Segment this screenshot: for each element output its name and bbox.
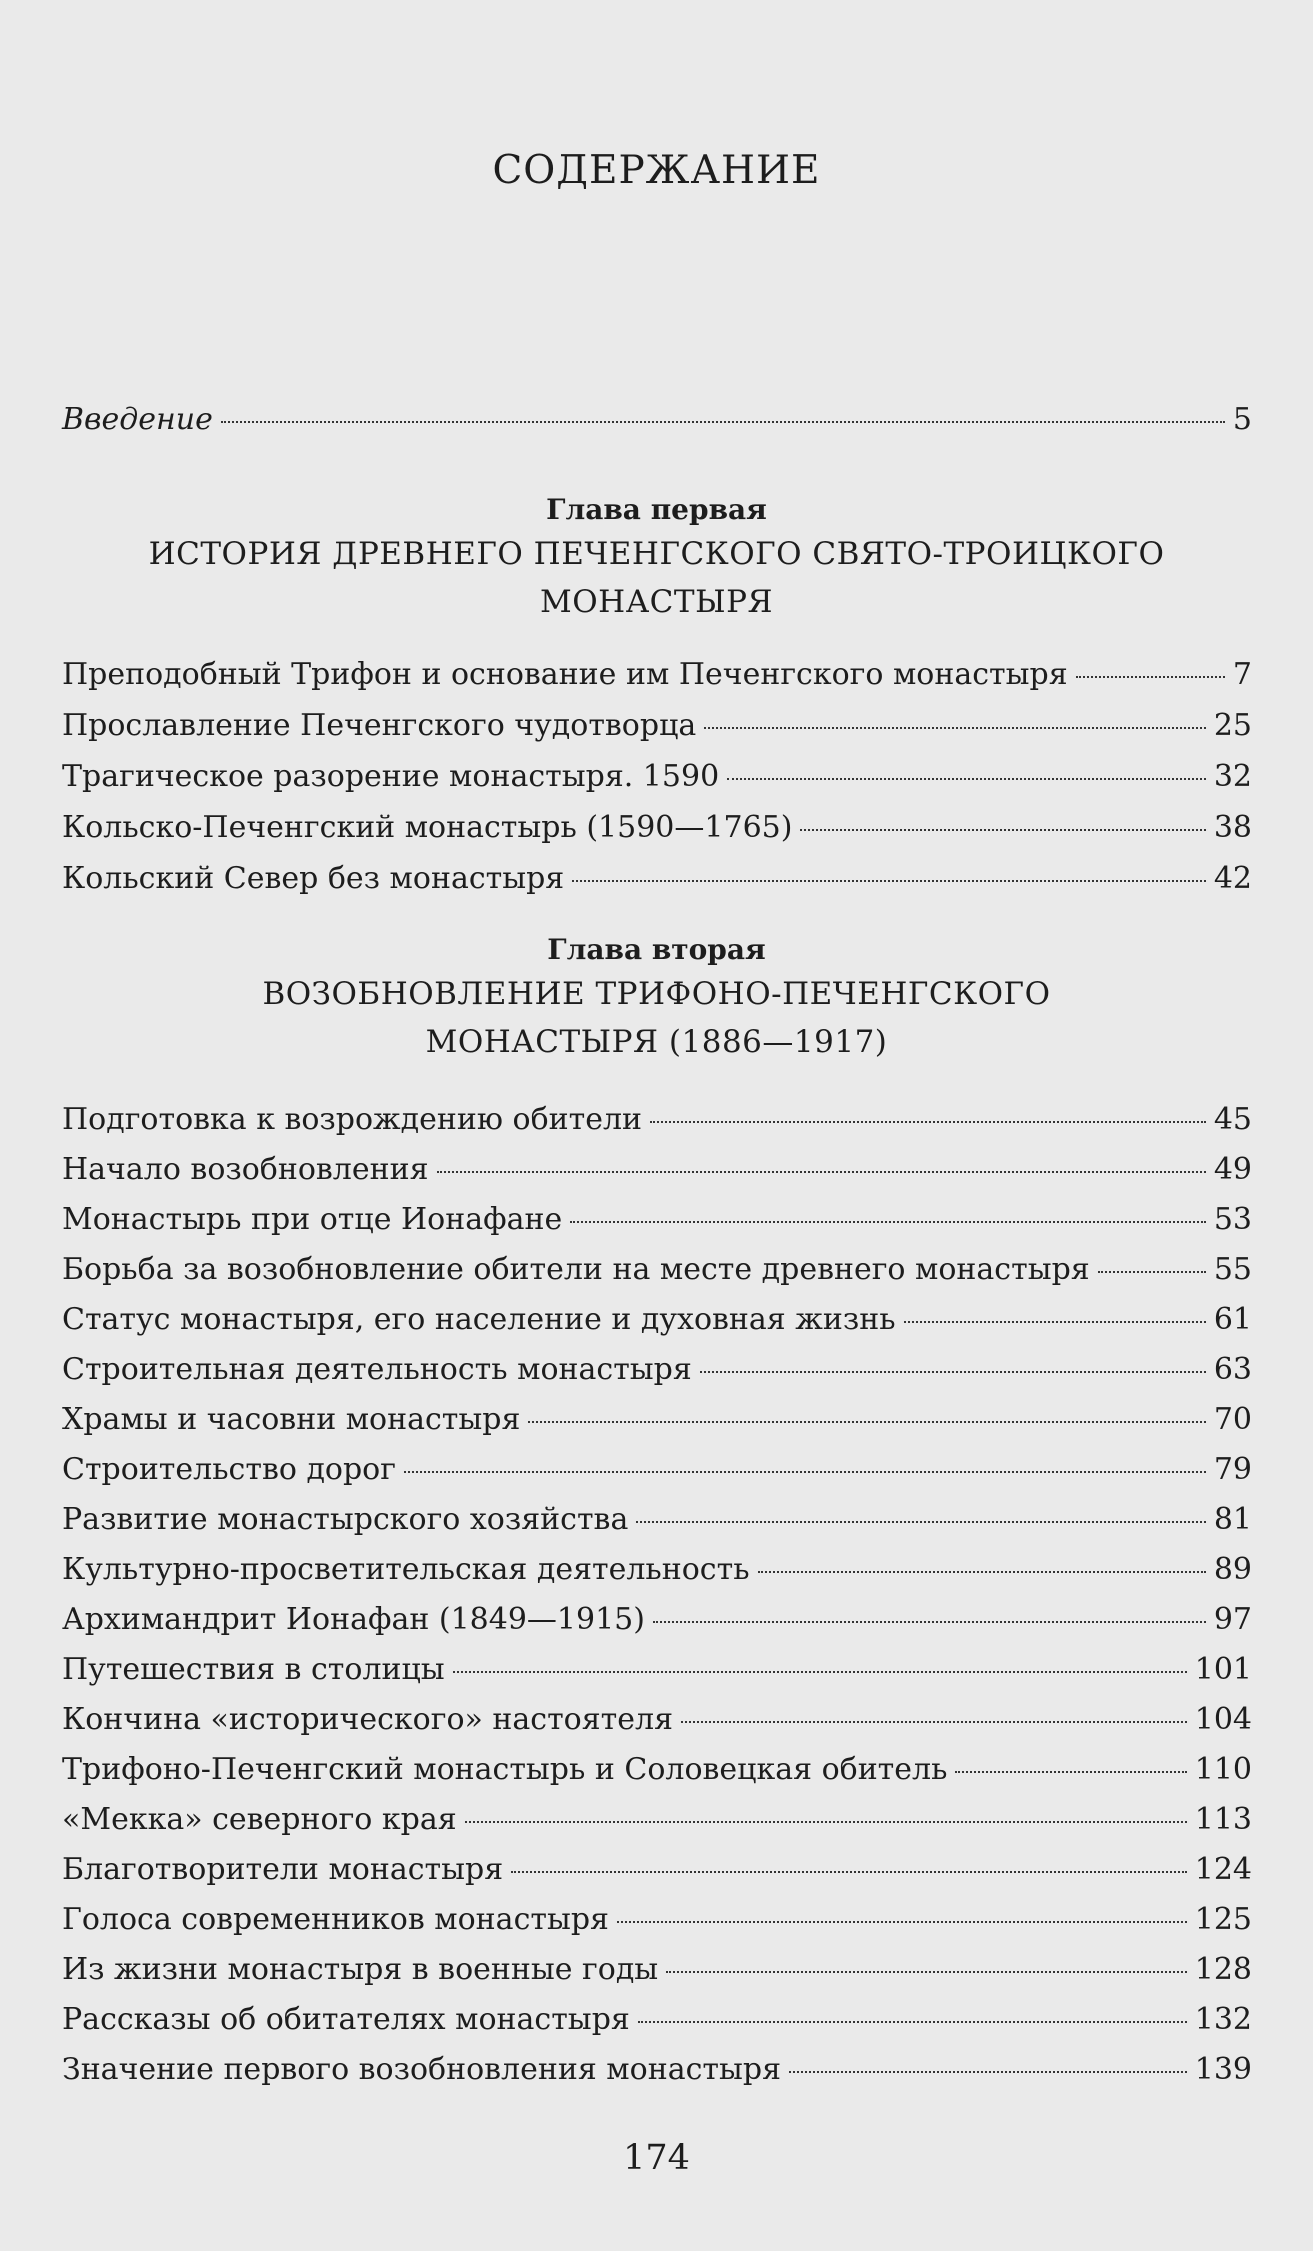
toc-entry-page: 61 <box>1213 1302 1252 1337</box>
toc-entry-label: Путешествия в столицы <box>62 1652 445 1687</box>
toc-entry-label: Значение первого возобновления монастыря <box>62 2052 781 2087</box>
dot-leader <box>681 1721 1187 1723</box>
toc-entry-label: Развитие монастырского хозяйства <box>62 1502 629 1537</box>
dot-leader <box>704 727 1206 729</box>
dot-leader <box>572 880 1206 882</box>
toc-entry-label: Трифоно-Печенгский монастырь и Соловецкая обитель <box>62 1752 948 1787</box>
toc-entry-label: Подготовка к возрождению обители <box>62 1102 643 1137</box>
toc-entry-label: Введение <box>62 402 213 437</box>
toc-entry-label: Благотворители монастыря <box>62 1852 504 1887</box>
toc-entry <box>62 859 1252 899</box>
toc-entry-page: 113 <box>1194 1802 1252 1837</box>
toc-entry-label: Преподобный Трифон и основание им Печенгского монастыря <box>62 657 1068 692</box>
dot-leader <box>511 1871 1187 1873</box>
toc-entry <box>62 706 1252 746</box>
toc-entry <box>62 1150 1252 1190</box>
toc-entry-label: Из жизни монастыря в военные годы <box>62 1952 659 1987</box>
toc-entry <box>62 757 1252 797</box>
toc-entry-page: 63 <box>1213 1352 1252 1387</box>
chapter-2-name-line1: ВОЗОБНОВЛЕНИЕ ТРИФОНО-ПЕЧЕНГСКОГО <box>262 976 1051 1012</box>
toc-entry-label: Трагическое разорение монастыря. 1590 <box>62 759 720 794</box>
toc-entry-label: Статус монастыря, его население и духовная жизнь <box>62 1302 896 1337</box>
dot-leader <box>638 2021 1187 2023</box>
dot-leader <box>904 1321 1206 1323</box>
toc-entry <box>62 1550 1252 1590</box>
dot-leader <box>636 1521 1205 1523</box>
toc-entry-page: 97 <box>1213 1602 1252 1637</box>
toc-entry-page: 32 <box>1213 759 1252 794</box>
dot-leader <box>453 1671 1187 1673</box>
toc-entry-page: 79 <box>1213 1452 1252 1487</box>
dot-leader <box>528 1421 1205 1423</box>
toc-entry-page: 45 <box>1213 1102 1252 1137</box>
page-title: СОДЕРЖАНИЕ <box>492 148 821 193</box>
toc-entry-page: 55 <box>1213 1252 1252 1287</box>
dot-leader <box>404 1471 1206 1473</box>
toc-entry-page: 89 <box>1213 1552 1252 1587</box>
toc-entry-label: Монастырь при отце Ионафане <box>62 1202 563 1237</box>
toc-entry-label: Голоса современников монастыря <box>62 1902 609 1937</box>
dot-leader <box>1098 1271 1206 1273</box>
chapter-1-name-line2: МОНАСТЫРЯ <box>540 584 773 620</box>
toc-entry-label: Начало возобновления <box>62 1152 429 1187</box>
dot-leader <box>789 2071 1187 2073</box>
chapter-1-name-line1: ИСТОРИЯ ДРЕВНЕГО ПЕЧЕНГСКОГО СВЯТО-ТРОИЦКОГО <box>148 536 1165 572</box>
dot-leader <box>955 1771 1186 1773</box>
chapter-2-heading <box>0 930 1313 1066</box>
toc-entry-page: 139 <box>1194 2052 1252 2087</box>
toc-entry-label: Кольский Север без монастыря <box>62 861 565 896</box>
toc-entry <box>62 1200 1252 1240</box>
toc-entry-label: Прославление Печенгского чудотворца <box>62 708 697 743</box>
toc-entry-page: 38 <box>1213 810 1252 845</box>
toc-entry <box>62 1350 1252 1390</box>
toc-entry <box>62 655 1252 695</box>
toc-entry-page: 70 <box>1213 1402 1252 1437</box>
toc-entry-page: 132 <box>1194 2002 1252 2037</box>
toc-entry-label: Рассказы об обитателях монастыря <box>62 2002 630 2037</box>
toc-entry-page: 104 <box>1194 1702 1252 1737</box>
toc-entry-page: 81 <box>1213 1502 1252 1537</box>
toc-entry <box>62 1600 1252 1640</box>
toc-entry-page: 110 <box>1194 1752 1252 1787</box>
toc-entry <box>62 1500 1252 1540</box>
toc-entry-page: 101 <box>1194 1652 1252 1687</box>
toc-entry <box>62 1100 1252 1140</box>
chapter-1-title: Глава первая <box>546 493 767 526</box>
dot-leader <box>653 1621 1206 1623</box>
toc-entry-page: 7 <box>1232 657 1252 692</box>
toc-entry-page: 124 <box>1194 1852 1252 1887</box>
toc-entry-label: Культурно-просветительская деятельность <box>62 1552 750 1587</box>
toc-entry-label: Храмы и часовни монастыря <box>62 1402 521 1437</box>
dot-leader <box>570 1221 1206 1223</box>
toc-entry <box>62 1800 1252 1840</box>
toc-entry-label: Строительство дорог <box>62 1452 396 1487</box>
toc-entry <box>62 1950 1252 1990</box>
toc-entry <box>62 1450 1252 1490</box>
toc-entry-page: 25 <box>1213 708 1252 743</box>
dot-leader <box>465 1821 1187 1823</box>
toc-entry <box>62 1850 1252 1890</box>
dot-leader <box>437 1171 1206 1173</box>
dot-leader <box>727 778 1206 780</box>
toc-entry-page: 53 <box>1213 1202 1252 1237</box>
dot-leader <box>221 421 1225 423</box>
toc-entry-page: 42 <box>1213 861 1252 896</box>
toc-entry-page: 49 <box>1213 1152 1252 1187</box>
dot-leader <box>800 829 1205 831</box>
toc-entry <box>62 2000 1252 2040</box>
chapter-2-title: Глава вторая <box>547 933 766 966</box>
dot-leader <box>758 1571 1206 1573</box>
toc-entry <box>62 1700 1252 1740</box>
toc-entry-page: 128 <box>1194 1952 1252 1987</box>
toc-entry <box>62 2050 1252 2090</box>
toc-entry-label: Кольско-Печенгский монастырь (1590—1765) <box>62 810 793 845</box>
dot-leader <box>666 1971 1187 1973</box>
toc-entry-label: Строительная деятельность монастыря <box>62 1352 692 1387</box>
chapter-1-heading <box>0 490 1313 626</box>
toc-entry <box>62 1300 1252 1340</box>
dot-leader <box>1076 676 1225 678</box>
toc-entry-page: 5 <box>1232 402 1252 437</box>
toc-entry-page: 125 <box>1194 1902 1252 1937</box>
toc-entry <box>62 1400 1252 1440</box>
dot-leader <box>617 1921 1187 1923</box>
dot-leader <box>650 1121 1206 1123</box>
dot-leader <box>700 1371 1206 1373</box>
toc-entry <box>62 1650 1252 1690</box>
toc-entry-label: Борьба за возобновление обители на месте древнего монастыря <box>62 1252 1090 1287</box>
toc-entry <box>62 1250 1252 1290</box>
toc-entry <box>62 1750 1252 1790</box>
toc-entry <box>62 1900 1252 1940</box>
toc-entry <box>62 808 1252 848</box>
page-number: 174 <box>623 2138 690 2178</box>
toc-entry-label: «Мекка» северного края <box>62 1802 457 1837</box>
toc-entry-intro <box>62 400 1252 440</box>
chapter-2-name-line2: МОНАСТЫРЯ (1886—1917) <box>425 1024 888 1060</box>
toc-entry-label: Кончина «исторического» настоятеля <box>62 1702 674 1737</box>
toc-entry-label: Архимандрит Ионафан (1849—1915) <box>62 1602 645 1637</box>
